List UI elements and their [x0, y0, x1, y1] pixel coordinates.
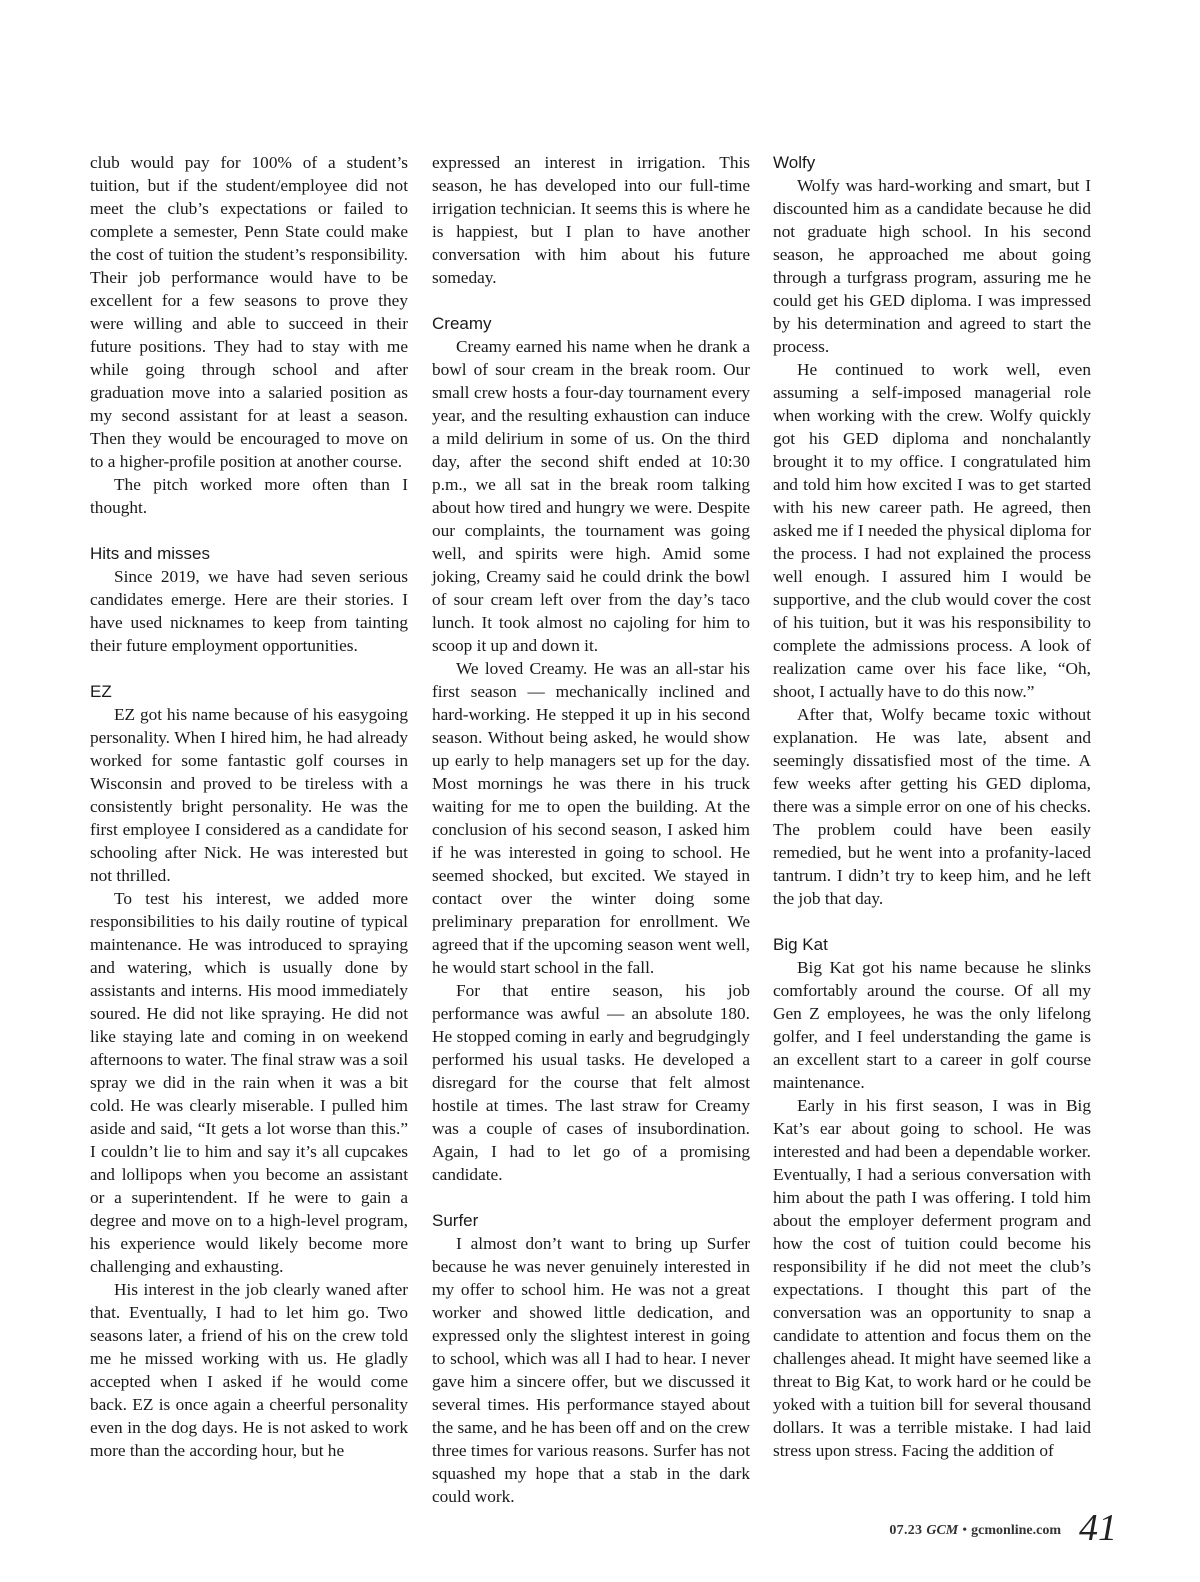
section-heading-creamy: Creamy	[432, 314, 492, 333]
paragraph: He continued to work well, even assuming a self-imposed managerial role when working with the crew. Wolfy quickly got his GED diploma and nonchalantly brought it to my office. I congratulated him and told him how excited I was to get started with his new career path. He agreed, then asked me if I needed the physical diploma for the process. I had not explained the process well enough. I assured him I would be supportive, and the club would cover the cost of his tuition, but it was his responsibility to complete the admissions process. A look of realization came over his face like, “Oh, shoot, I actually have to do this now.”	[773, 360, 1091, 701]
paragraph: Big Kat got his name because he slinks comfortably around the course. Of all my Gen Z employees, he was the only lifelong golfer, and I feel understanding the game is an excellent start to a career in golf course maintenance.	[773, 958, 1091, 1092]
website-link[interactable]: gcmonline.com	[971, 1523, 1061, 1538]
paragraph: club would pay for 100% of a student’s tuition, but if the student/employee did not meet the club’s expectations or failed to complete a semester, Penn State could make the cost of tuition the student’s responsibility. Their job performance would have to be excellent for a few seasons to prove they were willing and able to succeed in their future positions. They had to stay with me while going through school and after graduation move into a salaried position as my second assistant for at least a season. Then they would be encouraged to move on to a higher-profile position at another course.	[90, 153, 408, 471]
paragraph: Early in his first season, I was in Big Kat’s ear about going to school. He was interested and had been a dependable worker. Eventually, I had a serious conversation with him about the path I was offering. I told him about the employer deferment program and how the cost of tuition could become his responsibility if he did not meet the club’s expectations. I thought this part of the conversation was an opportunity to snap a candidate to attention and focus them on the challenges ahead. It might have seemed like a threat to Big Kat, to work hard or he could be yoked with a tuition bill for several thousand dollars. It was a terrible mistake. I had laid stress upon stress. Facing the addition of	[773, 1096, 1091, 1460]
page-footer	[0, 1506, 1117, 1554]
paragraph: Wolfy was hard-working and smart, but I discounted him as a candidate because he did not graduate high school. In his second season, he approached me about going through a turfgrass program, assuring me he could get his GED diploma. I was impressed by his determination and agreed to start the process.	[773, 176, 1091, 356]
paragraph: The pitch worked more often than I thought.	[90, 475, 408, 517]
article-column-3	[773, 151, 1091, 1462]
section-heading-big-kat: Big Kat	[773, 935, 828, 954]
paragraph: Creamy earned his name when he drank a bowl of sour cream in the break room. Our small crew hosts a four-day tournament every year, and the resulting exhaustion can induce a mild delirium in some of us. On the third day, after the second shift ended at 10:30 p.m., we all sat in the break room talking about how tired and hungry we were. Despite our complaints, the tournament was going well, and spirits were high. Amid some joking, Creamy said he could drink the bowl of sour cream left over from the day’s taco lunch. It took almost no cajoling for him to scoop it up and down it.	[432, 337, 750, 655]
bullet-separator: •	[962, 1523, 968, 1538]
section-heading-surfer: Surfer	[432, 1211, 479, 1230]
section-heading-ez: EZ	[90, 682, 112, 701]
page-number: 41	[1079, 1507, 1117, 1549]
paragraph: For that entire season, his job performance was awful — an absolute 180. He stopped coming in early and begrudgingly performed his usual tasks. He developed a disregard for the course that felt almost hostile at times. The last straw for Creamy was a couple of cases of insubordination. Again, I had to let go of a promising candidate.	[432, 981, 750, 1184]
paragraph: To test his interest, we added more responsibilities to his daily routine of typical maintenance. He was introduced to spraying and watering, which is usually done by assistants and interns. His mood immediately soured. He did not like spraying. He did not like staying late and coming in on weekend afternoons to water. The final straw was a soil spray we did in the rain when it was a bit cold. He was clearly miserable. I pulled him aside and said, “It gets a lot worse than this.” I couldn’t lie to him and say it’s all cupcakes and lollipops when you become an assistant or a superintendent. If he were to gain a degree and move on to a high-level program, his experience would likely become more challenging and exhausting.	[90, 889, 408, 1276]
magazine-name: GCM	[926, 1523, 959, 1538]
article-column-1	[90, 151, 408, 1462]
section-heading-wolfy: Wolfy	[773, 153, 816, 172]
paragraph: Since 2019, we have had seven serious candidates emerge. Here are their stories. I have used nicknames to keep from tainting their future employment opportunities.	[90, 567, 408, 655]
paragraph: EZ got his name because of his easygoing personality. When I hired him, he had already worked for some fantastic golf courses in Wisconsin and proved to be tireless with a consistently bright personality. He was the first employee I considered as a candidate for schooling after Nick. He was interested but not thrilled.	[90, 705, 408, 885]
paragraph: expressed an interest in irrigation. This season, he has developed into our full-time irrigation technician. It seems this is where he is happiest, but I plan to have another conversation with him about his future someday.	[432, 153, 750, 287]
paragraph: His interest in the job clearly waned after that. Eventually, I had to let him go. Two seasons later, a friend of his on the crew told me he missed working with us. He gladly accepted when I asked if he would come back. EZ is once again a cheerful personality even in the dog days. He is not asked to work more than the according hour, but he	[90, 1280, 408, 1460]
article-column-2	[432, 151, 750, 1508]
section-heading-hits-and-misses: Hits and misses	[90, 544, 210, 563]
paragraph: I almost don’t want to bring up Surfer because he was never genuinely interested in my offer to school him. He was not a great worker and showed little dedication, and expressed only the slightest interest in going to school, which was all I had to hear. I never gave him a sincere offer, but we discussed it several times. His performance stayed about the same, and he has been off and on the crew three times for various reasons. Surfer has not squashed my hope that a stab in the dark could work.	[432, 1234, 750, 1506]
paragraph: We loved Creamy. He was an all-star his first season — mechanically inclined and hard-working. He stepped it up in his second season. Without being asked, he would show up early to help managers set up for the day. Most mornings he was there in his truck waiting for me to open the building. At the conclusion of his second season, I asked him if he was interested in going to school. He seemed shocked, but excited. We stayed in contact over the winter doing some preliminary preparation for enrollment. We agreed that if the upcoming season went well, he would start school in the fall.	[432, 659, 750, 977]
paragraph: After that, Wolfy became toxic without explanation. He was late, absent and seemingly dissatisfied most of the time. A few weeks after getting his GED diploma, there was a simple error on one of his checks. The problem could have been easily remedied, but he went into a profanity-laced tantrum. I didn’t try to keep him, and he left the job that day.	[773, 705, 1091, 908]
issue-date: 07.23	[889, 1523, 923, 1538]
